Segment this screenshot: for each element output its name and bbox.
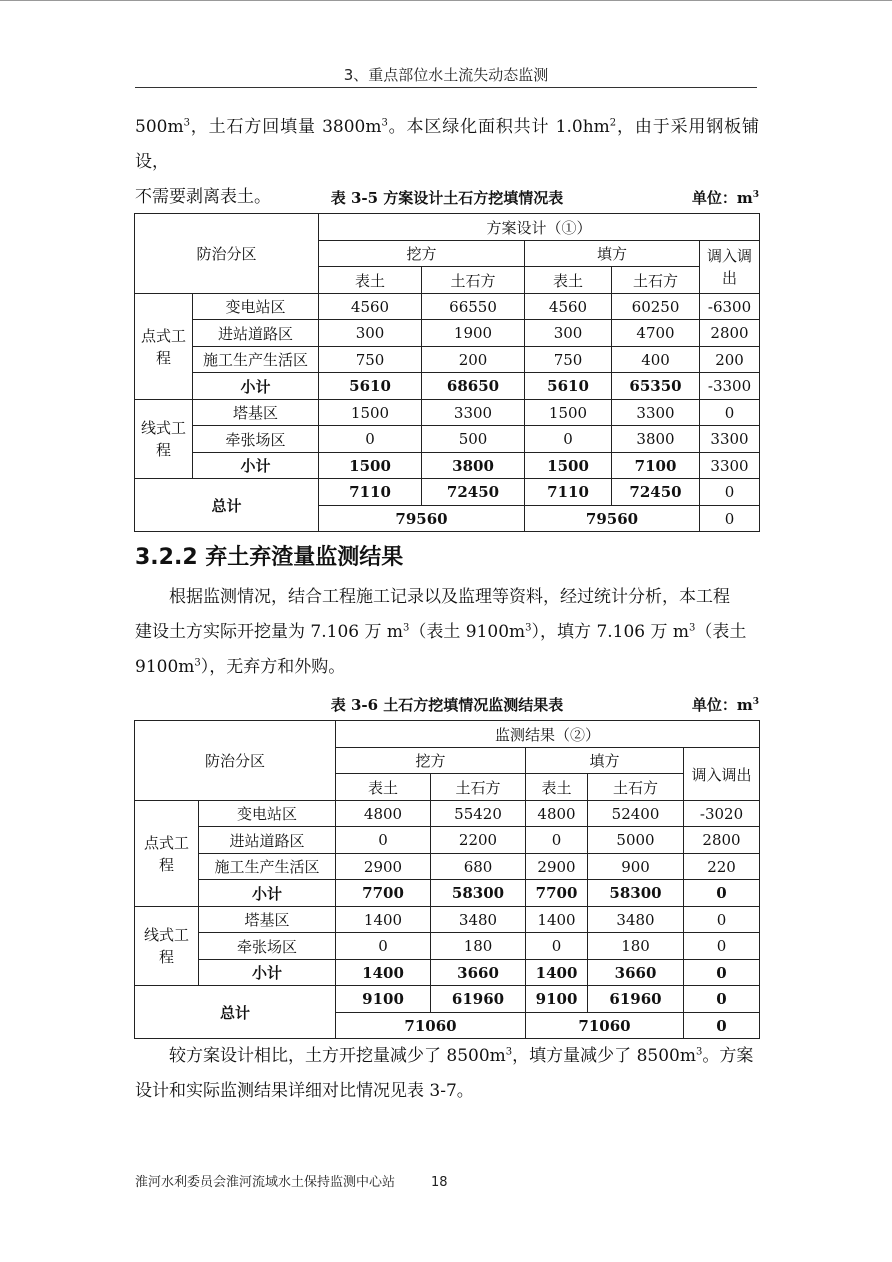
- cell: 3660: [588, 960, 684, 986]
- zone-name: 塔基区: [193, 400, 319, 426]
- cell: 4800: [526, 801, 588, 827]
- cell: 79560: [319, 506, 525, 532]
- sup: 3: [403, 622, 410, 634]
- cell: 7700: [526, 880, 588, 907]
- cell: 7700: [336, 880, 431, 907]
- cell: 2200: [431, 827, 526, 854]
- cell: 4700: [612, 320, 700, 347]
- total-label: 总计: [135, 986, 336, 1039]
- cell: 7110: [319, 479, 422, 506]
- closing-line-1: [135, 1039, 759, 1074]
- zone-name: 塔基区: [199, 907, 336, 933]
- topsoil-header: 表土: [319, 267, 422, 294]
- sup: 3: [695, 1046, 703, 1058]
- cell: 55420: [431, 801, 526, 827]
- cell: 9100: [336, 986, 431, 1013]
- table-row: [135, 294, 760, 320]
- cell: 0: [700, 400, 760, 426]
- excavate-header: 挖方: [336, 748, 526, 774]
- sup: 3: [525, 622, 532, 634]
- table35-caption: [135, 187, 759, 209]
- intro-text-d: ，由于采用钢板铺设，: [135, 117, 759, 172]
- cell: 3480: [431, 907, 526, 933]
- cell: 1400: [336, 907, 431, 933]
- cell: 5610: [319, 373, 422, 400]
- text: 。方案: [702, 1046, 754, 1066]
- cell: 1500: [525, 400, 612, 426]
- cell: 58300: [431, 880, 526, 907]
- cell: 3300: [422, 400, 525, 426]
- table35-unit: [692, 187, 759, 208]
- cell: 300: [319, 320, 422, 347]
- text: 较方案设计相比，土方开挖量减少了 8500m: [169, 1046, 506, 1066]
- closing-paragraph: [135, 1039, 759, 1109]
- cell: 7110: [525, 479, 612, 506]
- transfer-header: 调入调出: [684, 748, 760, 801]
- table-row: [135, 426, 760, 453]
- cell: 9100: [526, 986, 588, 1013]
- group-header: 监测结果（②）: [336, 721, 760, 748]
- sup: 3: [689, 622, 696, 634]
- unit-text: 单位：m: [691, 189, 753, 207]
- table36-caption: [135, 694, 759, 716]
- footer-org: 淮河水利委员会淮河流域水土保持监测中心站: [135, 1175, 396, 1190]
- sup: 3: [381, 117, 388, 129]
- cell: 750: [525, 347, 612, 373]
- cell: 71060: [336, 1013, 526, 1039]
- line-group-label: 线式工程: [135, 907, 199, 986]
- point-group-label: 点式工程: [135, 294, 193, 400]
- zone-name: 变电站区: [193, 294, 319, 320]
- section-heading: 3.2.2 弃土弃渣量监测结果: [135, 545, 404, 570]
- sup: 2: [609, 117, 617, 129]
- table-row: [135, 320, 760, 347]
- cell: 900: [588, 854, 684, 880]
- cell: 2900: [526, 854, 588, 880]
- zone-name: 施工生产生活区: [199, 854, 336, 880]
- cell: 1900: [422, 320, 525, 347]
- cell: 4800: [336, 801, 431, 827]
- group-header: 方案设计（①）: [319, 214, 760, 241]
- cell: 72450: [422, 479, 525, 506]
- topsoil-header: 表土: [526, 774, 588, 801]
- table-header-row: [135, 214, 760, 241]
- table-3-5: [134, 213, 760, 532]
- cell: 0: [336, 827, 431, 854]
- earthrock-header: 土石方: [422, 267, 525, 294]
- sup: 3: [752, 190, 759, 200]
- cell: 52400: [588, 801, 684, 827]
- running-head: 3、重点部位水土流失动态监测: [343, 66, 549, 84]
- fill-header: 填方: [526, 748, 684, 774]
- table-row: [135, 400, 760, 426]
- section-line-1: 根据监测情况，结合工程施工记录以及监理等资料，经过统计分析，本工程: [169, 587, 730, 607]
- cell: 680: [431, 854, 526, 880]
- cell: 0: [526, 827, 588, 854]
- table-row: [135, 854, 760, 880]
- section-line-2: [135, 615, 759, 650]
- earthrock-header: 土石方: [431, 774, 526, 801]
- zone-name: 施工生产生活区: [193, 347, 319, 373]
- table-row: [135, 933, 760, 960]
- text: （表土: [695, 622, 747, 642]
- cell: 1400: [526, 960, 588, 986]
- subtotal-row: [135, 960, 760, 986]
- cell: 3480: [588, 907, 684, 933]
- table36-title: 表 3-6 土石方挖填情况监测结果表: [330, 696, 564, 714]
- page-number: 18: [431, 1175, 448, 1190]
- section-paragraph: [135, 580, 759, 685]
- table-row: [135, 347, 760, 373]
- header-rule: [135, 87, 757, 88]
- subtotal-label: 小计: [193, 373, 319, 400]
- cell: 72450: [612, 479, 700, 506]
- text: （表土 9100m: [409, 622, 526, 642]
- zone-header: 防治分区: [135, 214, 319, 294]
- sup: 3: [752, 697, 759, 707]
- topsoil-header: 表土: [525, 267, 612, 294]
- cell: 0: [684, 907, 760, 933]
- unit-text: 单位：m: [691, 696, 753, 714]
- zone-name: 进站道路区: [193, 320, 319, 347]
- page-footer: [135, 1171, 448, 1190]
- zone-name: 变电站区: [199, 801, 336, 827]
- cell: 71060: [526, 1013, 684, 1039]
- cell: 2800: [700, 320, 760, 347]
- zone-header: 防治分区: [135, 721, 336, 801]
- table35-title: 表 3-5 方案设计土石方挖填情况表: [330, 189, 564, 207]
- table-row: [135, 827, 760, 854]
- total-label: 总计: [135, 479, 319, 532]
- text: ），无弃方和外购。: [200, 657, 346, 677]
- cell: 300: [525, 320, 612, 347]
- earthrock-header: 土石方: [612, 267, 700, 294]
- zone-name: 进站道路区: [199, 827, 336, 854]
- cell: 200: [422, 347, 525, 373]
- zone-name: 牵张场区: [199, 933, 336, 960]
- total-row: [135, 479, 760, 506]
- table-header-row: [135, 721, 760, 748]
- sup: 3: [183, 117, 190, 129]
- table-3-6: [134, 720, 760, 1039]
- cell: 3660: [431, 960, 526, 986]
- cell: 750: [319, 347, 422, 373]
- sup: 3: [505, 1046, 513, 1058]
- section-line-3: [135, 650, 759, 685]
- table-row: [135, 801, 760, 827]
- subtotal-label: 小计: [193, 453, 319, 479]
- cell: 61960: [588, 986, 684, 1013]
- cell: 7100: [612, 453, 700, 479]
- cell: 0: [700, 506, 760, 532]
- cell: 79560: [525, 506, 700, 532]
- cell: 0: [684, 1013, 760, 1039]
- cell: 3800: [612, 426, 700, 453]
- subtotal-label: 小计: [199, 880, 336, 907]
- cell: 60250: [612, 294, 700, 320]
- earthrock-header: 土石方: [588, 774, 684, 801]
- table-row: [135, 907, 760, 933]
- cell: 500: [422, 426, 525, 453]
- cell: 400: [612, 347, 700, 373]
- cell: 2800: [684, 827, 760, 854]
- subtotal-row: [135, 453, 760, 479]
- sup: 3: [194, 657, 201, 669]
- cell: 58300: [588, 880, 684, 907]
- text: 建设土方实际开挖量为 7.106 万 m: [135, 622, 403, 642]
- line-group-label: 线式工程: [135, 400, 193, 479]
- cell: 1400: [336, 960, 431, 986]
- intro-text-a: 500m: [135, 117, 184, 137]
- cell: 68650: [422, 373, 525, 400]
- cell: 3300: [700, 426, 760, 453]
- cell: -3020: [684, 801, 760, 827]
- cell: 0: [684, 933, 760, 960]
- cell: 0: [684, 880, 760, 907]
- topsoil-header: 表土: [336, 774, 431, 801]
- excavate-header: 挖方: [319, 241, 525, 267]
- cell: 0: [684, 986, 760, 1013]
- cell: 1400: [526, 907, 588, 933]
- cell: 0: [526, 933, 588, 960]
- cell: 1500: [319, 400, 422, 426]
- top-border: [0, 0, 892, 1]
- closing-line-2: 设计和实际监测结果详细对比情况见表 3-7。: [135, 1081, 474, 1101]
- cell: 3300: [700, 453, 760, 479]
- cell: 5000: [588, 827, 684, 854]
- cell: 3300: [612, 400, 700, 426]
- cell: 0: [700, 479, 760, 506]
- cell: 200: [700, 347, 760, 373]
- subtotal-row: [135, 880, 760, 907]
- text: ，填方量减少了 8500m: [512, 1046, 696, 1066]
- table36-unit: [692, 694, 759, 715]
- subtotal-label: 小计: [199, 960, 336, 986]
- text: ），填方 7.106 万 m: [531, 622, 690, 642]
- transfer-header: 调入调出: [700, 241, 760, 294]
- cell: 180: [588, 933, 684, 960]
- total-row: [135, 986, 760, 1013]
- cell: 65350: [612, 373, 700, 400]
- cell: -3300: [700, 373, 760, 400]
- fill-header: 填方: [525, 241, 700, 267]
- cell: 3800: [422, 453, 525, 479]
- zone-name: 牵张场区: [193, 426, 319, 453]
- cell: 0: [336, 933, 431, 960]
- cell: 0: [684, 960, 760, 986]
- cell: 0: [319, 426, 422, 453]
- cell: 2900: [336, 854, 431, 880]
- cell: 66550: [422, 294, 525, 320]
- cell: 4560: [525, 294, 612, 320]
- cell: -6300: [700, 294, 760, 320]
- point-group-label: 点式工程: [135, 801, 199, 907]
- cell: 180: [431, 933, 526, 960]
- cell: 61960: [431, 986, 526, 1013]
- intro-line-2: 不需要剥离表土。: [135, 187, 271, 207]
- cell: 0: [525, 426, 612, 453]
- cell: 220: [684, 854, 760, 880]
- intro-text-b: ，土石方回填量 3800m: [189, 117, 382, 137]
- subtotal-row: [135, 373, 760, 400]
- text: 9100m: [135, 657, 195, 677]
- cell: 4560: [319, 294, 422, 320]
- cell: 1500: [319, 453, 422, 479]
- cell: 5610: [525, 373, 612, 400]
- cell: 1500: [525, 453, 612, 479]
- intro-text-c: 。本区绿化面积共计 1.0hm: [387, 117, 610, 137]
- intro-line-1: [135, 110, 759, 180]
